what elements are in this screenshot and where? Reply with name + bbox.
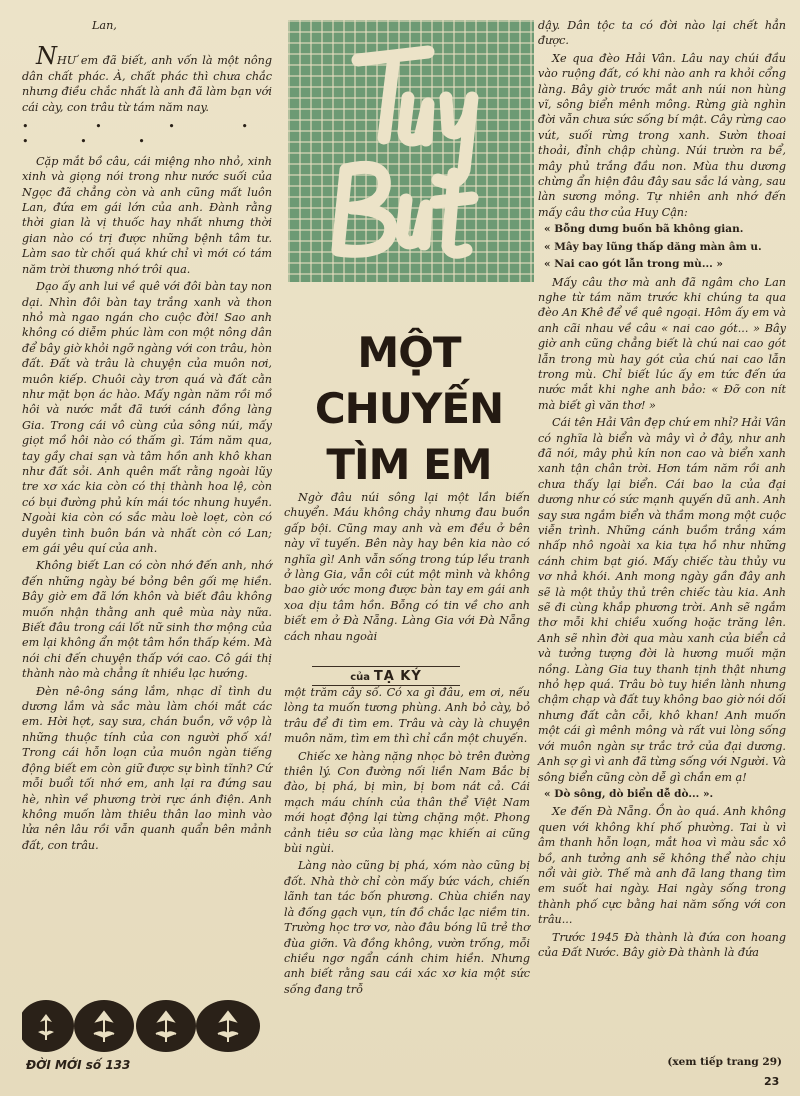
paragraph: Không biết Lan có còn nhớ đến anh, nhớ đến những ngày bé bỏng bên gối mẹ hiền. Bây giờ em đã lớn khôn và biết đâu không muốn nhận thằng anh quê mùa này nữa. Biết đâu trong cái lốt nữ sinh thơ mộng của em lại không ẩn một tâm hồn thấp kém. Mà nói chi đến chuyện thấp với cao. Cô gái thị thành nào mà chẳng ít nhiều lạc hướng. bbox=[22, 559, 272, 681]
paragraph: một trăm cây số. Có xa gì đâu, em ơi, nếu lòng ta muốn tương phùng. Anh bỏ cày, bỏ trâu để đi tìm em. Trâu và cày là chuyện muôn năm, tìm em thì chỉ cần một chuyến. bbox=[284, 686, 530, 746]
page-number: 23 bbox=[764, 1075, 780, 1088]
paragraph: Chiếc xe hàng nặng nhọc bò trên đường thiên lý. Con đường nối liền Nam Bắc bị đào, bị phá, bị mìn, bị bom nát cả. Cái mạch máu chính của thân thể Việt Nam mới hoạt động lại từng chặng một. Phong cảnh tiêu sơ của làng mạc khiến ai cũng bùi ngùi. bbox=[284, 749, 530, 856]
flower-ornament bbox=[22, 1000, 268, 1052]
paragraph: Ngờ đâu núi sông lại một lần biến chuyển. Máu không chảy nhưng đau buồn gấp bội. Cũng may anh và em đều ở bên này vĩ tuyến. Bên này hay bên kia nào có nghĩa gì! Anh vẫn sống trong túp lều tranh ở làng Gia, vẫn côi cút một mình và không bao giờ ước mong được bàn tay em gái anh xoa dịu tâm hồn. Bỗng có tin về cho anh biết em ở Đà Nẵng. Làng Gia với Đà Nẵng cách nhau ngoài bbox=[284, 491, 530, 643]
author-name: TẠ KÝ bbox=[373, 669, 422, 684]
paragraph: Làng nào cũng bị phá, xóm nào cũng bị đốt. Nhà thờ chỉ còn mấy bức vách, chiến lãnh tan tác bốn phương. Chùa chiền nay là đống gạch vụn, tín đồ chắc lạc niềm tin. Trường học trơ vơ, nào đâu bóng lũ trẻ thơ đùa giỡn. Và đồng không, vườn trống, mỗi chiều ngơ ngẩn cánh chim hiền. Nhưng anh biết rằng sau cái xác xơ kia một sức sống đang trỗ bbox=[284, 859, 530, 996]
article-headline bbox=[284, 325, 534, 493]
paragraph: dậy. Dân tộc ta có đời nào lại chết hẳn được. bbox=[538, 19, 786, 48]
continued-note: (xem tiếp trang 29) bbox=[667, 1056, 782, 1068]
paragraph: Mấy câu thơ mà anh đã ngâm cho Lan nghe từ tám năm trước khi chúng ta qua đèo An Khê để về quê ngoại. Hôm ấy em và anh cãi nhau về câu « nai cao gót... » Bây giờ anh cũng chẳng biết là chú nai cao gót lẫn trong mù hay gót của chú nai cao lẫn trong mù. Chỉ biết lúc ấy em tức đến ứa nước mắt khi nghe anh bảo: « Đỡ con nít mà biết gì văn thơ! » bbox=[538, 275, 786, 412]
poem-line: « Nai cao gót lẫn trong mù... » bbox=[544, 258, 723, 271]
byline-label: của bbox=[350, 672, 370, 683]
poem-line: « Bỗng dưng buồn bã không gian. bbox=[544, 223, 744, 236]
column-middle bbox=[284, 685, 530, 999]
paragraph bbox=[22, 42, 272, 115]
headline-line-2: TÌM EM bbox=[326, 440, 492, 489]
poem-line: « Mây bay lũng thấp dăng màn âm u. bbox=[544, 240, 762, 253]
drop-cap: N bbox=[36, 42, 57, 71]
tuy-but-logo bbox=[288, 20, 534, 282]
tuy-but-lettering bbox=[288, 20, 534, 282]
paragraph-text: HƯ em đã biết, anh vốn là một nông dân chất phác. À, chất phác thì chưa chắc nhưng điều chắc nhất là anh đã làm bạn với cái cày, con trâu từ tám năm nay. bbox=[22, 54, 272, 114]
paragraph: Xe qua đèo Hải Vân. Lâu nay chúi đầu vào ruộng đất, có khi nào anh ra khỏi cổng làng. Bây giờ trước mắt anh núi non hùng vĩ, sông biển mênh mông. Rừng già nghìn đời vẫn chưa sức sống bí mật. Cây rừng cao vút, suối rừng trong xanh. Sườn thoai thoải, đỉnh chập chùng. Núi trườn ra bể, mây phủ trắng đầu non. Mùa thu dương chừng ẩn hiện đâu đây sau sắc lá vàng, sau làn sương mỏng. Tự nhiên anh nhớ đến mấy câu thơ của Huy Cận: bbox=[538, 51, 786, 219]
column-right bbox=[538, 18, 786, 962]
paragraph: Cái tên Hải Vân đẹp chứ em nhỉ? Hải Vân có nghĩa là biển và mây vì ở đây, như anh đã nói, mây phủ kín non cao và biển xanh xanh tận chân trời. Hơn tám năm rồi anh chưa thấy lại biển. Cái bao la của đại dương như có sức mạnh quyến dũ anh. Anh say sưa ngắm biển và thầm mong một cuộc viễn trình. Những cánh buồm trắng xám nhấp nhô ngoài xa kia tựa hồ như những cánh chim bạt gió. Mấy chiếc tàu thủy vu vơ nhả khói. Anh mong ngày gần đây anh sẽ là một thủy thủ trên chiếc tàu kia. Anh sẽ đi cùng khắp phương trời. Anh sẽ ngắm thơ mỗi khi chiều xuống hoặc trăng lên. Anh sẽ nhìn đời qua màu xanh của biển cả và tưởng tượng đời là hương muối mặn nồng. Làng Gia tuy thanh tịnh thật nhưng nhỏ hẹp quá. Trâu bò tuy hiền lành nhưng chậm chạp và đất tuy không bao giờ nói dối nhưng đất cằn cỗi, khô khan! Anh muốn một cái gì mênh mông và rất vui lòng sống với muôn ngàn sự trắc trở của đại dương. Anh sợ gì vì anh đã từng sống với Người. Và sông biển cũng còn dễ gì chắn em ạ! bbox=[538, 416, 786, 784]
column-left bbox=[22, 18, 272, 855]
paragraph: Cặp mắt bồ câu, cái miệng nho nhỏ, xinh xinh và giọng nói trong như nước suối của Ngọc đã chẳng còn và anh cũng mất luôn Lan, đứa em gái lớn của anh. Đành rằng thời gian là vị thuốc hay nhất nhưng thời gian nào có trị được những bệnh tâm tư. Làm sao từ chối quá khứ chỉ vì mới có tám năm trời thương nhớ trôi qua. bbox=[22, 154, 272, 276]
proverb-line: « Dò sông, dò biển dễ dò... ». bbox=[544, 787, 714, 800]
byline bbox=[312, 666, 460, 686]
salutation: Lan, bbox=[92, 19, 117, 32]
ellipsis-dots: • • • • • • • bbox=[22, 120, 272, 149]
headline-line-1: MỘT CHUYẾN bbox=[314, 328, 504, 433]
magazine-footer: ĐỜI MỚI số 133 bbox=[26, 1058, 131, 1072]
paragraph: Đèn nê-ông sáng lắm, nhạc dỉ tình du dương lắm và sắc màu làm chói mắt các em. Hời hợt, say sưa, chán buồn, vỡ vộp là những thuộc tính của con người phố xá! Trong cái hỗn loạn của muôn ngàn tiếng động biết em còn giữ được sự bình tĩnh? Cứ mỗi buổi tối nhớ em, anh lại ra đứng sau hè, nhìn về phương trời rực ánh điện. Anh không muốn làm thiêu thân lao mình vào lửa nên lâu rồi vẫn quanh quẩn bên mảnh đất, con trâu. bbox=[22, 684, 272, 852]
paragraph: Dạo ấy anh lui về quê với đôi bàn tay non dại. Nhìn đôi bàn tay trắng xanh và thon nhỏ mà ngao ngán cho cuộc đời! Sao anh không có diễm phúc làm con một nông dân để bây giờ khỏi ngỡ ngàng với con trâu, hòn đất. Đất và trâu là chuyện của muôn nơi, muôn kiếp. Chuôi cày trơn quá và đất cằn như mặt bọn ác hào. Mấy ngàn năm rồi mồ hôi và nước mắt đã tưới cánh đồng làng Gia. Trong cái vô cùng của sông núi, mấy giọt mồ hôi nào có thấm gì. Tám năm qua, tay gầy chai sạn và tâm hồn anh khô khan như đất sỏi. Anh quên mất rằng ngoài lũy tre xơ xác kia còn có thị thành hoa lệ, còn có bụi đường phủ kín mái tóc nhung huyền. Ngoài kia còn có sắc màu loè loẹt, còn có duyên tình buôn bán và nhất còn có Lan; em gái yêu quí của anh. bbox=[22, 280, 272, 555]
column-middle-intro bbox=[284, 490, 530, 646]
paragraph: Xe đến Đà Nẵng. Ồn ào quá. Anh không quen với không khí phố phường. Tai ù vì âm thanh hỗn loạn, mắt hoa vì màu sắc xô bồ, anh tưởng anh sẽ không thể nào chịu nổi vài giờ. Thế mà anh đã lang thang tìm em suốt hai ngày. Hai ngày sống trong thành phố cực bằng hai năm sống với con trâu... bbox=[538, 805, 786, 927]
paragraph: Trước 1945 Đà thành là đứa con hoang của Đất Nước. Bây giờ Đà thành là đứa bbox=[538, 930, 786, 959]
